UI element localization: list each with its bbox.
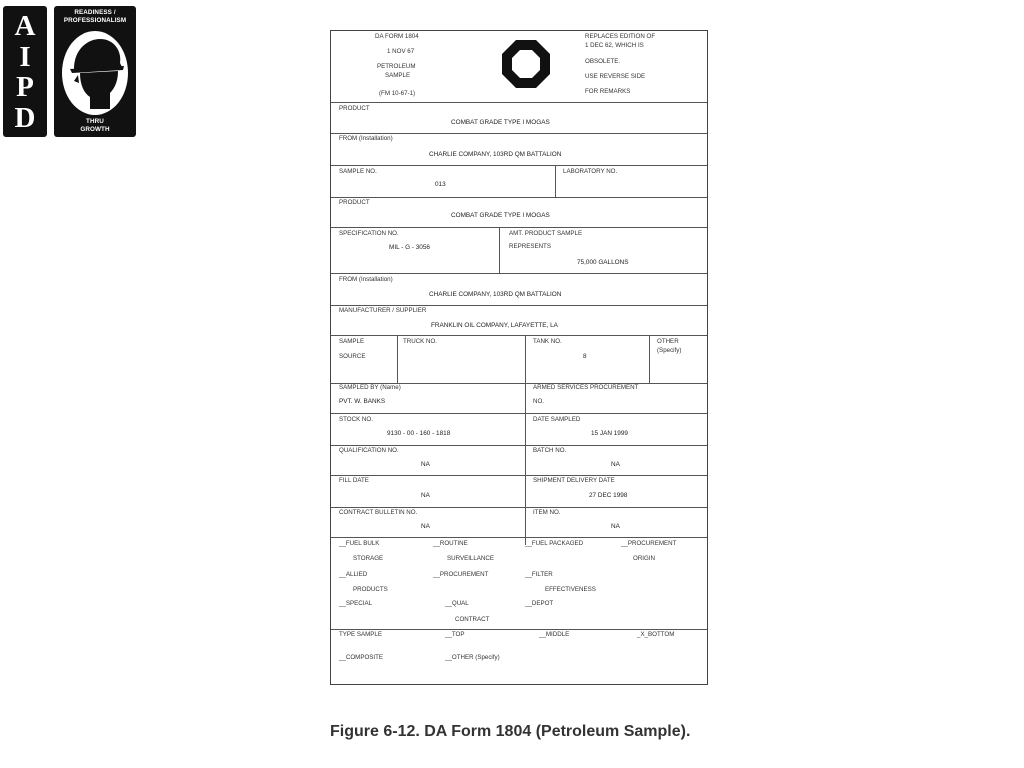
divider: [331, 507, 707, 508]
fill-date-value: NA: [421, 492, 430, 499]
sample-source-label-2: SOURCE: [339, 353, 366, 360]
stock-no-value: 9130 - 00 - 160 - 1818: [387, 430, 451, 437]
checkbox-depot: __DEPOT: [525, 600, 554, 607]
form-reference: (FM 10-67-1): [379, 90, 416, 97]
form-date: 1 NOV 67: [387, 48, 415, 55]
divider: [331, 335, 707, 336]
divider: [331, 102, 707, 103]
divider: [649, 335, 650, 383]
contract-bulletin-no-label: CONTRACT BULLETIN NO.: [339, 509, 418, 516]
tank-no-label: TANK NO.: [533, 338, 562, 345]
checkbox-fuel-bulk-line-2: STORAGE: [353, 555, 384, 562]
logo-motto-line-1: READINESS /: [74, 9, 116, 16]
logo-letter-p: P: [16, 71, 34, 103]
qualification-no-value: NA: [421, 461, 430, 468]
sample-no-value: 013: [435, 181, 446, 188]
qualification-no-label: QUALIFICATION NO.: [339, 447, 399, 454]
laboratory-no-label: LABORATORY NO.: [563, 168, 618, 175]
amount-sample-value: 75,000 GALLONS: [577, 259, 629, 266]
type-sample-bottom: _X_BOTTOM: [637, 631, 675, 638]
type-sample-label: TYPE SAMPLE: [339, 631, 382, 638]
product-label: PRODUCT: [339, 199, 370, 206]
product-value: COMBAT GRADE TYPE I MOGAS: [451, 212, 550, 219]
divider: [331, 445, 707, 446]
date-sampled-label: DATE SAMPLED: [533, 416, 581, 423]
from-installation-label: FROM (Installation): [339, 276, 393, 283]
replaces-line-3: OBSOLETE.: [585, 58, 621, 65]
logo-motto-line-2: PROFESSIONALISM: [63, 17, 127, 24]
amount-sample-label-2: REPRESENTS: [509, 243, 551, 250]
replaces-line-1: REPLACES EDITION OF: [585, 33, 656, 40]
type-sample-other: __OTHER (Specify): [445, 654, 500, 661]
figure-caption: Figure 6-12. DA Form 1804 (Petroleum Sample).: [330, 723, 691, 740]
date-sampled-value: 15 JAN 1999: [591, 430, 628, 437]
type-sample-composite: __COMPOSITE: [339, 654, 384, 661]
from-installation-value: CHARLIE COMPANY, 103RD QM BATTALION: [429, 151, 562, 158]
from-installation-value: CHARLIE COMPANY, 103RD QM BATTALION: [429, 291, 562, 298]
divider: [331, 165, 707, 166]
checkbox-fuel-bulk: __FUEL BULK: [339, 540, 380, 547]
divider: [397, 335, 398, 383]
checkbox-fuel-packaged: __FUEL PACKAGED: [525, 540, 584, 547]
checkbox-filter: __FILTER: [525, 571, 553, 578]
stock-no-label: STOCK NO.: [339, 416, 373, 423]
replaces-line-2: 1 DEC 62, WHICH IS: [585, 42, 644, 49]
divider: [331, 305, 707, 306]
from-installation-label: FROM (Installation): [339, 135, 393, 142]
checkbox-procurement: __PROCUREMENT: [433, 571, 489, 578]
divider: [499, 227, 500, 273]
checkbox-allied-line-2: PRODUCTS: [353, 586, 388, 593]
replaces-line-4: USE REVERSE SIDE: [585, 73, 646, 80]
form-number: DA FORM 1804: [375, 33, 419, 40]
logo-emblem: [54, 6, 136, 137]
logo-motto-line-4: GROWTH: [80, 126, 110, 133]
sample-no-label: SAMPLE NO.: [339, 168, 377, 175]
product-label: PRODUCT: [339, 105, 370, 112]
aipd-logo: [3, 6, 134, 137]
batch-no-label: BATCH NO.: [533, 447, 567, 454]
specification-no-value: MIL - G - 3056: [389, 244, 430, 251]
logo-letter-a: A: [14, 10, 36, 42]
product-value: COMBAT GRADE TYPE I MOGAS: [451, 119, 550, 126]
divider: [331, 475, 707, 476]
other-label-1: OTHER: [657, 338, 679, 345]
divider: [525, 335, 526, 383]
truck-no-label: TRUCK NO.: [403, 338, 438, 345]
logo-letter-d: D: [14, 102, 36, 134]
divider: [331, 133, 707, 134]
replaces-line-5: FOR REMARKS: [585, 88, 631, 95]
checkbox-procurement-origin-line-2: ORIGIN: [633, 555, 656, 562]
sampled-by-label: SAMPLED BY (Name): [339, 384, 401, 391]
checkbox-qual-line-2: CONTRACT: [455, 616, 490, 623]
armed-services-label-2: NO.: [533, 398, 545, 405]
amount-sample-label-1: AMT. PRODUCT SAMPLE: [509, 230, 583, 237]
divider: [331, 413, 707, 414]
shipment-delivery-date-value: 27 DEC 1998: [589, 492, 628, 499]
manufacturer-value: FRANKLIN OIL COMPANY, LAFAYETTE, LA: [431, 322, 558, 329]
form-title-line-1: PETROLEUM: [377, 63, 416, 70]
checkbox-routine: __ROUTINE: [433, 540, 468, 547]
sampled-by-value: PVT. W. BANKS: [339, 398, 386, 405]
octagon-icon: [501, 39, 551, 89]
tank-no-value: 8: [583, 353, 587, 360]
aipd-letters-block: [3, 6, 47, 137]
specification-no-label: SPECIFICATION NO.: [339, 230, 399, 237]
checkbox-special: __SPECIAL: [339, 600, 373, 607]
item-no-value: NA: [611, 523, 620, 530]
other-label-2: (Specify): [657, 347, 682, 354]
soldier-helmet-icon: [60, 29, 130, 117]
manufacturer-label: MANUFACTURER / SUPPLIER: [339, 307, 427, 314]
da-form-1804: [330, 30, 708, 685]
armed-services-label-1: ARMED SERVICES PROCUREMENT: [533, 384, 639, 391]
divider: [331, 227, 707, 228]
type-sample-middle: __MIDDLE: [539, 631, 570, 638]
form-title-line-2: SAMPLE: [385, 72, 411, 79]
divider: [331, 629, 707, 630]
checkbox-allied: __ALLIED: [339, 571, 368, 578]
type-sample-top: __TOP: [445, 631, 465, 638]
divider: [555, 165, 556, 197]
shipment-delivery-date-label: SHIPMENT DELIVERY DATE: [533, 477, 615, 484]
divider: [331, 197, 707, 198]
contract-bulletin-no-value: NA: [421, 523, 430, 530]
checkbox-filter-line-2: EFFECTIVENESS: [545, 586, 596, 593]
divider: [331, 537, 707, 538]
divider: [331, 273, 707, 274]
logo-letter-i: I: [19, 41, 31, 73]
divider: [525, 383, 526, 545]
checkbox-routine-line-2: SURVEILLANCE: [447, 555, 494, 562]
logo-motto-line-3: THRU: [86, 118, 104, 125]
fill-date-label: FILL DATE: [339, 477, 369, 484]
sample-source-label-1: SAMPLE: [339, 338, 365, 345]
item-no-label: ITEM NO.: [533, 509, 561, 516]
batch-no-value: NA: [611, 461, 620, 468]
checkbox-procurement-origin: __PROCUREMENT: [621, 540, 677, 547]
checkbox-qual: __QUAL: [445, 600, 469, 607]
